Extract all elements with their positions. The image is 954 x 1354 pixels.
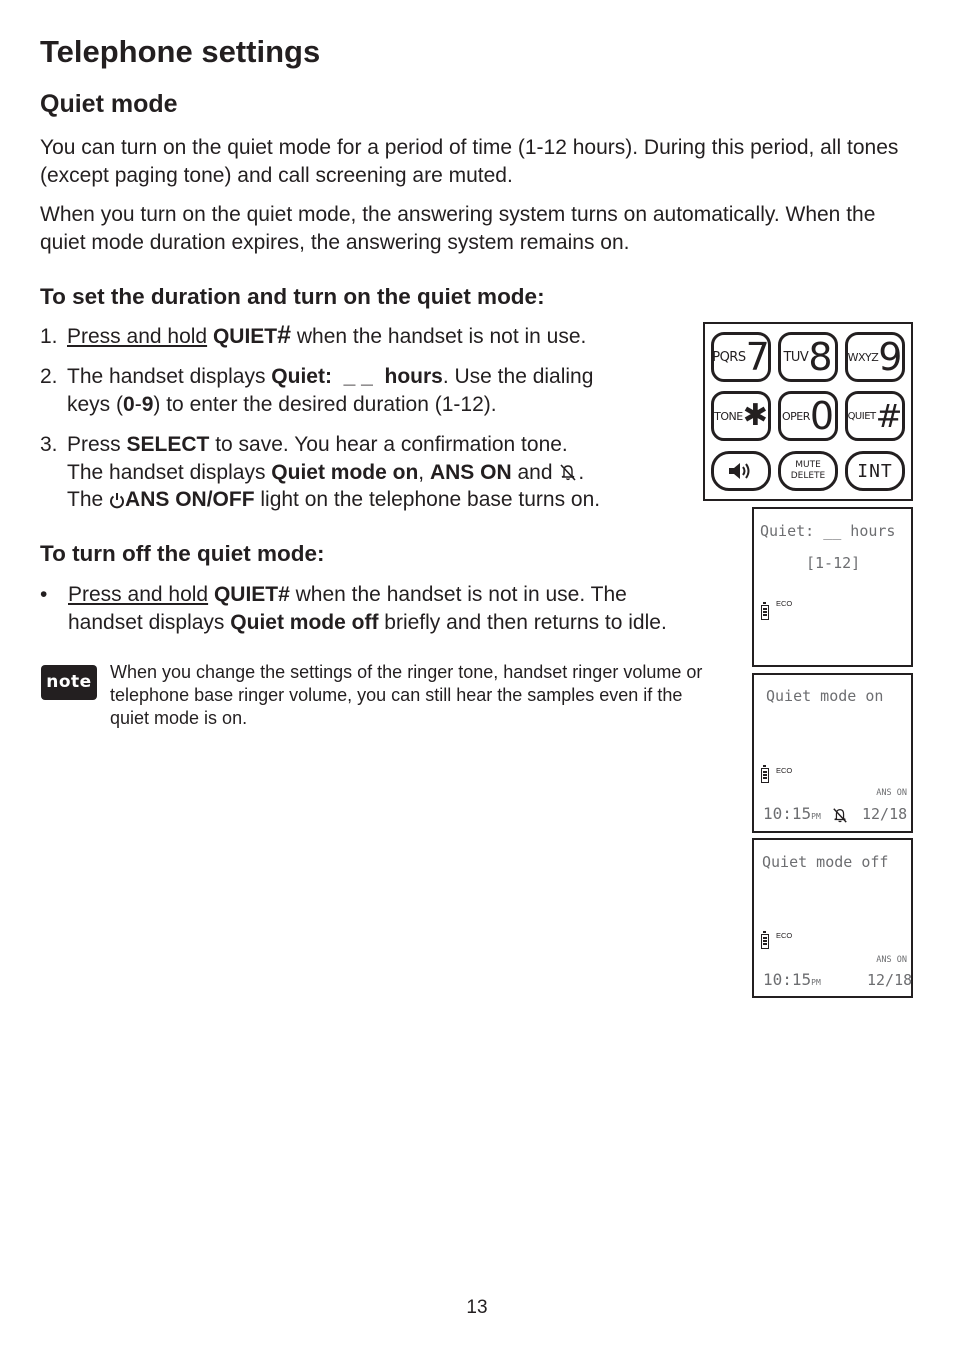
quiet-key-label: QUIET#	[213, 583, 290, 606]
bullet: •	[40, 583, 48, 606]
key-hash	[845, 391, 905, 441]
quiet-key-label: QUIET	[212, 325, 278, 348]
key-digit: #	[875, 397, 903, 435]
select-key-label: SELECT	[126, 433, 210, 456]
power-icon	[109, 492, 125, 509]
date: 12/18	[862, 805, 908, 823]
step-text: The handset displays	[67, 460, 272, 484]
eco-indicator: ECO	[776, 931, 793, 940]
date: 12/18	[867, 971, 913, 989]
step-text: Press	[67, 433, 127, 456]
key-9	[845, 332, 905, 382]
handset-screen-quiet-off	[752, 838, 913, 998]
step-text: keys (	[67, 392, 124, 416]
note-badge: note	[41, 665, 97, 700]
page-number: 13	[466, 1297, 488, 1318]
step-text: briefly and then returns to idle.	[378, 610, 667, 634]
key-label: 0	[123, 392, 135, 416]
clock-time: 10:15	[763, 804, 812, 823]
section-title: Quiet mode	[40, 90, 178, 118]
clock-ampm: PM	[811, 978, 821, 987]
page-title: Telephone settings	[40, 34, 321, 69]
off-procedure-heading: To turn off the quiet mode:	[40, 541, 325, 566]
step-text: . Use the dialing	[442, 365, 594, 388]
step-text: ,	[418, 460, 430, 484]
display-text: Quiet: _ _ hours	[271, 365, 443, 388]
key-label: 9	[141, 392, 154, 416]
key-7	[711, 332, 771, 382]
mute-delete-key	[778, 451, 838, 491]
step-text: when the handset is not in use.	[291, 325, 587, 348]
key-label: DELETE	[790, 471, 826, 481]
step-2	[67, 363, 687, 418]
key-digit: 9	[878, 335, 903, 379]
step-text: when the handset is not in use. The	[289, 583, 627, 606]
battery-icon	[761, 934, 769, 949]
key-label: INT	[857, 460, 893, 482]
speaker-icon	[726, 461, 756, 481]
step-text: The	[67, 488, 110, 511]
screen-line: Quiet mode on	[766, 687, 884, 705]
screen-line: Quiet mode off	[762, 853, 889, 871]
eco-indicator: ECO	[776, 766, 793, 775]
eco-indicator: ECO	[776, 599, 793, 608]
ringer-off-icon	[831, 807, 849, 823]
intro-paragraph-1: You can turn on the quiet mode for a period of time (1-12 hours). During this period, all tones (except paging tone) and call screening are muted.	[40, 136, 899, 187]
handset-screen-quiet-on	[752, 673, 913, 833]
keypad-illustration	[703, 322, 913, 501]
step-text: to save. You hear a confirmation tone.	[209, 433, 568, 456]
ans-onoff-key-label: ANS ON/OFF	[125, 488, 255, 511]
battery-icon	[761, 768, 769, 783]
step-number: 1.	[40, 325, 58, 348]
step-3	[67, 431, 687, 514]
screen-line: [1-12]	[806, 554, 861, 572]
display-text: Quiet mode on	[271, 460, 419, 484]
key-0	[778, 391, 838, 441]
step-text: -	[134, 392, 142, 416]
clock-time: 10:15	[763, 970, 812, 989]
key-star	[711, 391, 771, 441]
step-text: .	[578, 460, 585, 484]
step-text: handset displays	[68, 610, 231, 634]
off-step	[68, 581, 728, 636]
step-number: 3.	[40, 433, 58, 456]
speaker-key	[711, 451, 771, 491]
screen-line: Quiet: __ hours	[760, 522, 896, 540]
ringer-off-icon	[558, 463, 578, 481]
display-text: ANS ON	[429, 460, 512, 484]
hash-key-symbol: #	[277, 321, 292, 349]
key-letters: OPER	[781, 409, 810, 423]
display-text: Quiet mode off	[230, 610, 379, 634]
step-1	[67, 323, 687, 351]
step-text: The handset displays	[67, 365, 272, 388]
clock	[763, 970, 821, 989]
key-digit: ✱	[742, 398, 768, 433]
step-text: and	[511, 460, 559, 484]
key-letters: TUV	[783, 349, 809, 365]
intro-paragraph-2: When you turn on the quiet mode, the answering system turns on automatically. When the quiet mode duration expires, the answering system remains on.	[40, 203, 876, 254]
press-and-hold-link[interactable]: Press and hold	[68, 583, 209, 606]
note-text: When you change the settings of the ringer tone, handset ringer volume or telephone base ringer volume, you can still hear the samples even if the quiet mode is on.	[110, 662, 703, 728]
step-text: light on the telephone base turns on.	[254, 488, 601, 511]
press-and-hold-link[interactable]: Press and hold	[67, 325, 208, 348]
int-key	[845, 451, 905, 491]
ans-on-indicator: ANS ON	[876, 955, 907, 965]
step-number: 2.	[40, 365, 58, 388]
key-digit: 8	[808, 335, 833, 379]
key-label: MUTE	[795, 460, 821, 470]
key-digit: 7	[745, 335, 770, 379]
key-8	[778, 332, 838, 382]
clock-ampm: PM	[811, 812, 821, 821]
step-text: ) to enter the desired duration (1-12).	[153, 392, 497, 416]
key-digit: 0	[809, 394, 835, 438]
set-procedure-heading: To set the duration and turn on the quiet mode:	[40, 284, 545, 309]
handset-screen-duration	[752, 507, 913, 667]
battery-icon	[761, 605, 769, 620]
ans-on-indicator: ANS ON	[876, 788, 907, 798]
key-letters: PQRS	[712, 349, 746, 365]
clock	[763, 804, 821, 823]
key-letters: QUIET	[847, 410, 876, 422]
key-letters: WXYZ	[847, 350, 879, 364]
key-letters: TONE	[714, 409, 743, 423]
